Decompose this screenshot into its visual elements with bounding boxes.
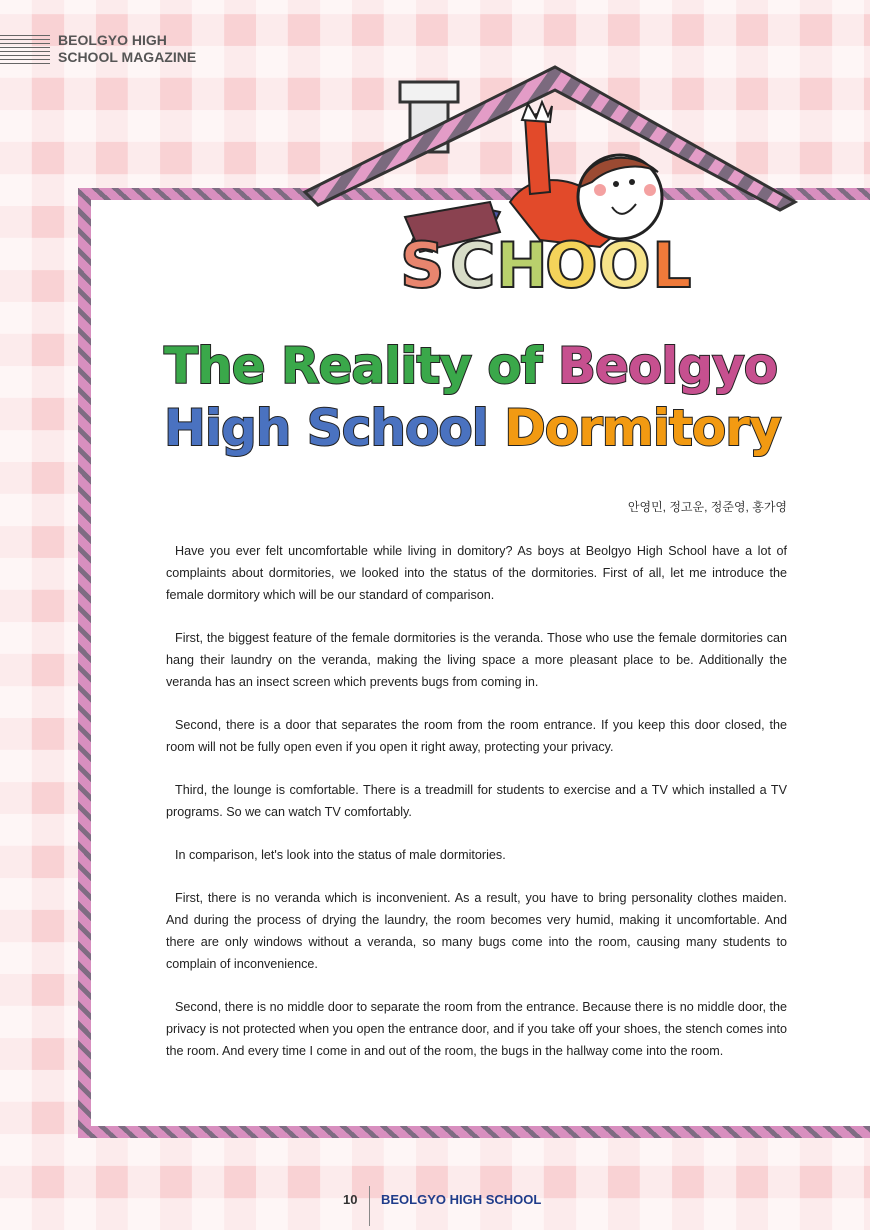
footer-school-name: BEOLGYO HIGH SCHOOL [381,1192,542,1207]
school-letter: S [400,229,445,302]
character-eye [629,179,635,185]
paragraph: Third, the lounge is comfortable. There is a treadmill for students to exercise and a TV which installed a TV programs. So we can watch TV comfortably. [166,783,787,819]
magazine-header [0,32,210,68]
chimney-cap [400,82,458,102]
article-title [164,335,804,459]
school-letter: C [450,229,496,302]
article-body [166,540,787,1083]
character-eye [613,181,619,187]
paragraph: Second, there is a door that separates the room from the room entrance. If you keep this door closed, the room will not be fully open even if you open it right away, protecting your privacy. [166,718,787,754]
author-byline: 안영민, 정고운, 정준영, 홍가영 [627,500,787,514]
school-letter: H [496,229,548,302]
footer-divider [369,1186,370,1226]
school-house-illustration [300,62,810,302]
paragraph: First, the biggest feature of the female dormitories is the veranda. Those who use the female dormitories can hang their laundry on the veranda, making the living space a more pleasant place to be. Additionally the veranda has an insect screen which prevents bugs from coming in. [166,631,787,689]
school-letter: L [652,229,692,302]
school-letter: O [598,229,651,302]
magazine-title: BEOLGYO HIGH SCHOOL MAGAZINE [58,32,197,65]
character-cheek [594,184,606,196]
page-footer [0,1186,870,1226]
character-arm [525,112,550,194]
header-stripe-decoration [0,34,50,64]
title-line-2: High School Dormitory [164,399,781,457]
paragraph: In comparison, let's look into the status of male dormitories. [175,848,506,862]
title-line-1: The Reality of Beolgyo [164,337,778,395]
school-letter: O [545,229,598,302]
paragraph: Second, there is no middle door to separate the room from the entrance. Because there is no middle door, the privacy is not protected when you open the entrance door, and if you take off your shoes, the stench comes into the room. And every time I come in and out of the room, the bugs in the hallway come into the room. [166,1000,787,1058]
page-number: 10 [343,1192,358,1207]
paragraph: First, there is no veranda which is inconvenient. As a result, you have to bring personality clothes maiden. And during the process of drying the laundry, the room becomes very humid, making it uncomfortable. And there are only windows without a veranda, so many bugs come into the room, causing many students to complain of inconvenience. [166,891,787,971]
paragraph: Have you ever felt uncomfortable while living in domitory? As boys at Beolgyo High School have a lot of complaints about dormitories, we looked into the status of the dormitories. First of all, let me introduce the female dormitory which will be our standard of comparison. [166,544,787,602]
character-cheek [644,184,656,196]
